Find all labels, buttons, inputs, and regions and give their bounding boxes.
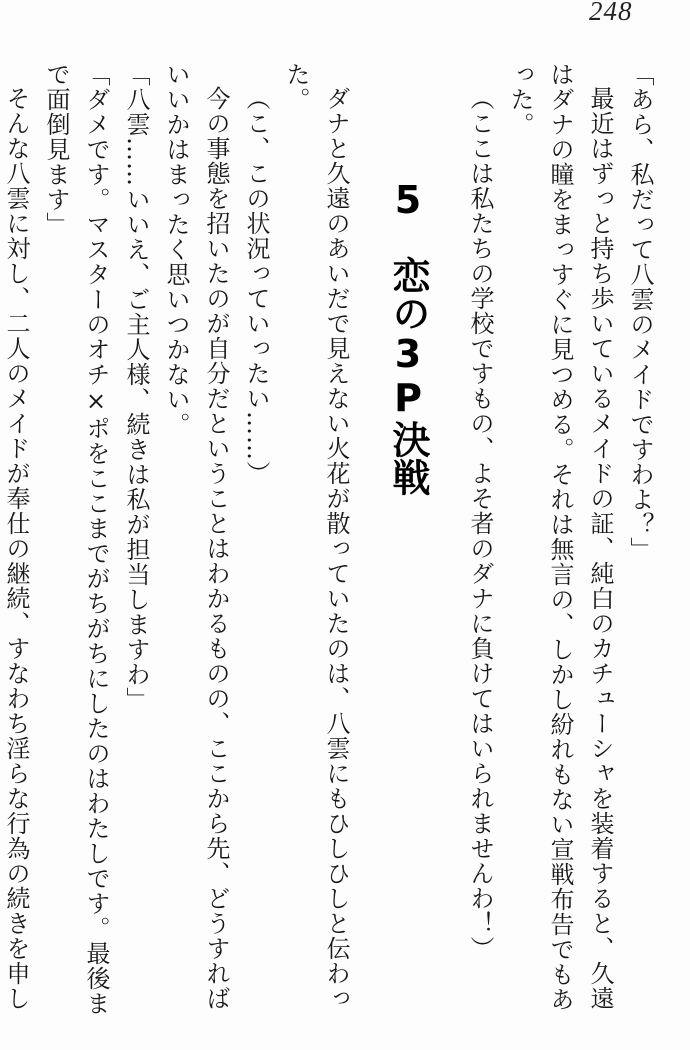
text-area: [0, 62, 660, 1022]
paragraph: 今の事態を招いたのが自分だということはわかるものの、ここから先、どうすればいいかはまったく思いつかない。: [162, 62, 230, 1011]
chapter-heading: [376, 62, 440, 1022]
paragraph: （こ、この状況っていったい……）: [242, 86, 270, 486]
paragraph: 「あら、私だって八雲のメイドですわよ？」: [626, 62, 654, 562]
paragraph: 「ダメです。マスターのオチ×ポをここまでがちがちにしたのはわたしです。最後まで面倒見ます」: [42, 62, 110, 1016]
chapter-number: 5: [386, 178, 430, 222]
page-number: 248: [589, 0, 633, 26]
paragraph: 最近はずっと持ち歩いているメイドの証、純白のカチューシャを装着すると、久遠はダナの瞳をまっすぐに見つめる。それは無言の、しかし紛れもない宣戦布告でもあった。: [506, 62, 614, 1012]
paragraph: （ここは私たちの学校ですもの、よそ者のダナに負けてはいられませんわ！）: [466, 86, 494, 961]
paragraph: ダナと久遠のあいだで見えない火花が散っていたのは、八雲にもひしひしと伝わった。: [282, 62, 350, 1011]
paragraph: 「八雲……いいえ、ご主人様、続きは私が担当しますわ」: [122, 62, 150, 712]
chapter-title: 恋の3P決戦: [386, 256, 430, 496]
paragraph: そんな八雲に対し、二人のメイドが奉仕の継続、すなわち淫らな行為の続きを申し: [2, 86, 30, 1011]
